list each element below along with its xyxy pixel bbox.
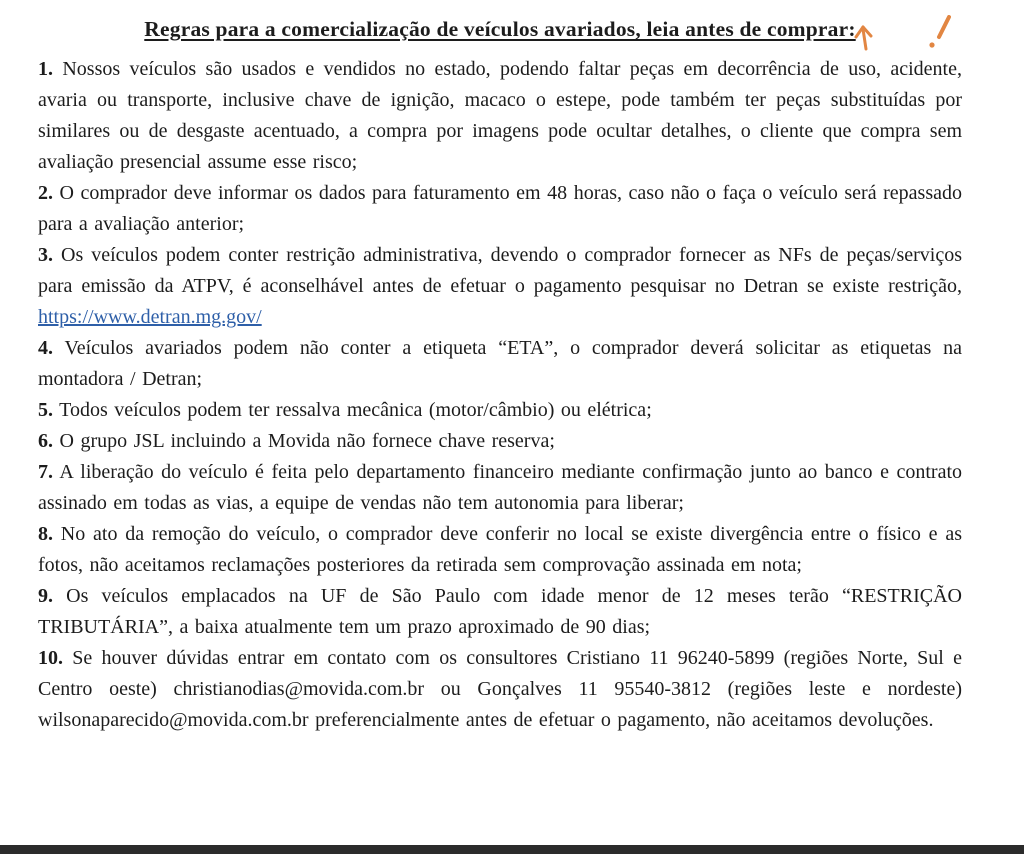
rule-item-10: 10. Se houver dúvidas entrar em contato com os consultores Cristiano 11 96240-5899 (regiões Norte, Sul e Centro oeste) christianodias@movida.com.br ou Gonçalves 11 95540-3812 (regiões leste e nordeste) wilsonaparecido@movida.com.br preferencialmente antes de efetuar o pagamento, não aceitamos devoluções. bbox=[38, 647, 962, 731]
rule-item-4: 4. Veículos avariados podem não conter a etiqueta “ETA”, o comprador deverá solicitar as etiquetas na montadora / Detran; bbox=[38, 337, 962, 390]
rule-number: 2. bbox=[38, 182, 53, 204]
rule-number: 1. bbox=[38, 58, 53, 80]
rule-item-8: 8. No ato da remoção do veículo, o comprador deve conferir no local se existe divergência entre o físico e as fotos, não aceitamos reclamações posteriores da retirada sem comprovação assinada em nota; bbox=[38, 523, 962, 576]
rule-item-1: 1. Nossos veículos são usados e vendidos no estado, podendo faltar peças em decorrência de uso, acidente, avaria ou transporte, inclusive chave de ignição, macaco o estepe, pode também ter peças substituídas por similares ou de desgaste acentuado, a compra por imagens pode ocultar detalhes, o cliente que compra sem avaliação presencial assume esse risco; bbox=[38, 58, 962, 173]
rule-number: 4. bbox=[38, 337, 53, 359]
rules-list bbox=[38, 54, 962, 736]
rule-number: 5. bbox=[38, 399, 53, 421]
detran-link[interactable]: https://www.detran.mg.gov/ bbox=[38, 306, 262, 328]
rule-item-3: 3. Os veículos podem conter restrição administrativa, devendo o comprador fornecer as NFs de peças/serviços para emissão da ATPV, é aconselhável antes de efetuar o pagamento pesquisar no Detran se existe restrição, https://www.detran.mg.gov/ bbox=[38, 244, 962, 328]
rule-number: 8. bbox=[38, 523, 53, 545]
page-title: Regras para a comercialização de veículos avariados, leia antes de comprar: bbox=[144, 17, 856, 41]
rule-number: 9. bbox=[38, 585, 53, 607]
rule-number: 10. bbox=[38, 647, 63, 669]
rule-item-6: 6. O grupo JSL incluindo a Movida não fornece chave reserva; bbox=[38, 430, 555, 452]
bottom-edge-bar bbox=[0, 845, 1024, 854]
rule-item-5: 5. Todos veículos podem ter ressalva mecânica (motor/câmbio) ou elétrica; bbox=[38, 399, 652, 421]
rule-number: 7. bbox=[38, 461, 53, 483]
rule-item-7: 7. A liberação do veículo é feita pelo departamento financeiro mediante confirmação junto ao banco e contrato assinado em todas as vias, a equipe de vendas não tem autonomia para liberar; bbox=[38, 461, 962, 514]
rule-item-9: 9. Os veículos emplacados na UF de São Paulo com idade menor de 12 meses terão “RESTRIÇÃO TRIBUTÁRIA”, a baixa atualmente tem um prazo aproximado de 90 dias; bbox=[38, 585, 962, 638]
rule-number: 3. bbox=[38, 244, 53, 266]
rule-number: 6. bbox=[38, 430, 53, 452]
rule-item-2: 2. O comprador deve informar os dados para faturamento em 48 horas, caso não o faça o veículo será repassado para a avaliação anterior; bbox=[38, 182, 962, 235]
